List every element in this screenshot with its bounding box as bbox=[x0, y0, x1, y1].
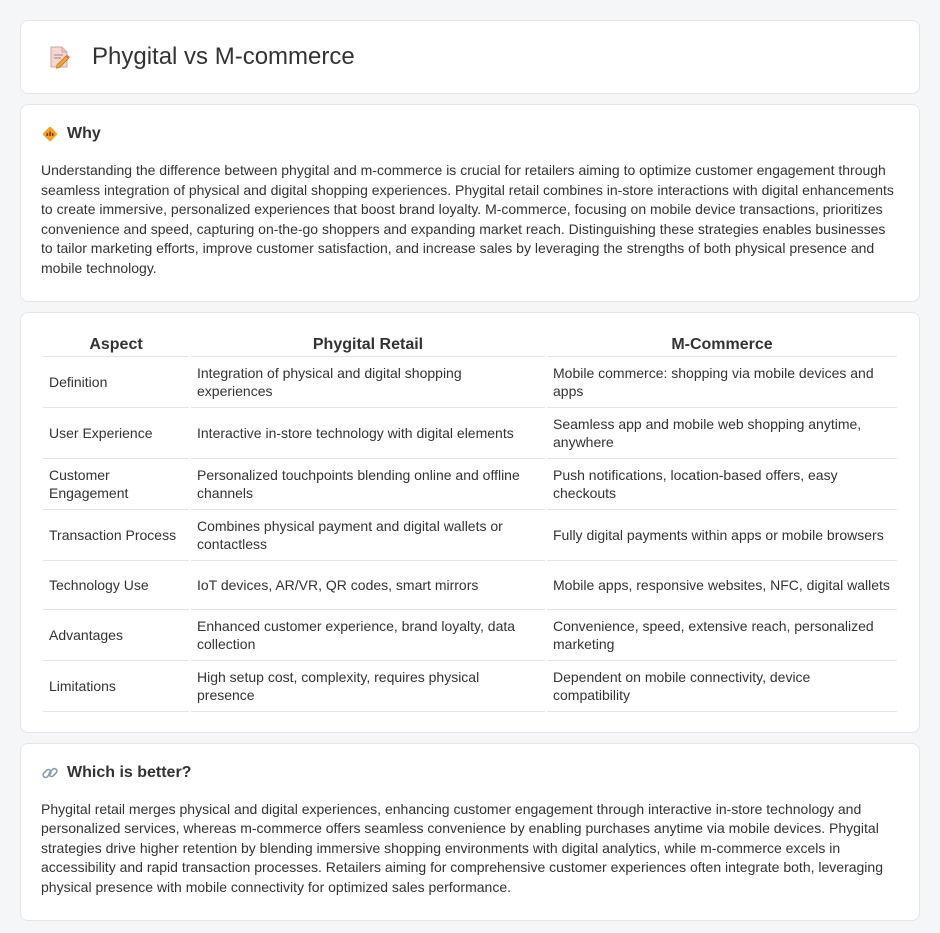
cell-phygital: Interactive in-store technology with digital elements bbox=[191, 408, 545, 459]
document-pencil-icon bbox=[46, 44, 72, 70]
table-row bbox=[43, 408, 897, 459]
cell-mcommerce: Fully digital payments within apps or mobile browsers bbox=[547, 510, 897, 561]
table-header-row bbox=[43, 333, 897, 357]
which-better-paragraph: Phygital retail merges physical and digital experiences, enhancing customer engagement through interactive in-store technology and personalized services, whereas m-commerce offers seamless convenience by enabling purchases anytime via mobile devices. Phygital strategies drive higher retention by blending immersive shopping environments with digital analytics, while m-commerce excels in accessibility and rapid transaction processes. Retailers aiming for comprehensive customer experiences often integrate both, leveraging physical presence with mobile connectivity for optimized sales performance. bbox=[41, 800, 883, 895]
why-section bbox=[20, 104, 920, 302]
which-better-heading-label: Which is better? bbox=[67, 763, 192, 781]
header-aspect: Aspect bbox=[43, 333, 189, 357]
cell-aspect: Definition bbox=[43, 357, 189, 408]
cell-phygital: IoT devices, AR/VR, QR codes, smart mirrors bbox=[191, 561, 545, 610]
cell-aspect: Advantages bbox=[43, 610, 189, 661]
cell-mcommerce: Push notifications, location-based offers, easy checkouts bbox=[547, 459, 897, 510]
cell-mcommerce: Mobile commerce: shopping via mobile devices and apps bbox=[547, 357, 897, 408]
cell-phygital: Enhanced customer experience, brand loyalty, data collection bbox=[191, 610, 545, 661]
header-phygital: Phygital Retail bbox=[191, 333, 545, 357]
cell-phygital: Integration of physical and digital shopping experiences bbox=[191, 357, 545, 408]
cell-mcommerce: Convenience, speed, extensive reach, personalized marketing bbox=[547, 610, 897, 661]
cell-mcommerce: Seamless app and mobile web shopping anytime, anywhere bbox=[547, 408, 897, 459]
cell-aspect: Transaction Process bbox=[43, 510, 189, 561]
table-row bbox=[43, 610, 897, 661]
why-paragraph: Understanding the difference between phygital and m-commerce is crucial for retailers aiming to optimize customer engagement through seamless integration of physical and digital shopping experiences. Phygital retail combines in-store interactions with digital enhancements to create immersive, personalized experiences that boost brand loyalty. M-commerce, focusing on mobile device transactions, prioritizes convenience and speed, capturing on-the-go shoppers and expanding market reach. Distinguishing these strategies enables businesses to tailor marketing efforts, improve customer satisfaction, and increase sales by leveraging the strengths of both physical presence and mobile technology. bbox=[41, 162, 894, 276]
table-row bbox=[43, 357, 897, 408]
table-row bbox=[43, 459, 897, 510]
which-better-heading bbox=[41, 764, 899, 782]
cell-mcommerce: Dependent on mobile connectivity, device compatibility bbox=[547, 661, 897, 712]
cell-phygital: Personalized touchpoints blending online and offline channels bbox=[191, 459, 545, 510]
cell-aspect: User Experience bbox=[43, 408, 189, 459]
comparison-table bbox=[41, 333, 899, 712]
cell-aspect: Technology Use bbox=[43, 561, 189, 610]
why-heading bbox=[41, 125, 899, 143]
why-heading-label: Why bbox=[67, 125, 101, 142]
table-row bbox=[43, 510, 897, 561]
link-icon bbox=[41, 764, 59, 782]
table-row bbox=[43, 661, 897, 712]
cell-aspect: Limitations bbox=[43, 661, 189, 712]
which-better-section bbox=[20, 743, 920, 921]
cell-phygital: High setup cost, complexity, requires physical presence bbox=[191, 661, 545, 712]
diamond-signal-icon bbox=[41, 125, 59, 143]
title-card bbox=[20, 20, 920, 94]
page-title: Phygital vs M-commerce bbox=[92, 43, 355, 70]
cell-aspect: Customer Engagement bbox=[43, 459, 189, 510]
cell-phygital: Combines physical payment and digital wallets or contactless bbox=[191, 510, 545, 561]
table-row bbox=[43, 561, 897, 610]
comparison-table-card bbox=[20, 312, 920, 733]
cell-mcommerce: Mobile apps, responsive websites, NFC, digital wallets bbox=[547, 561, 897, 610]
header-mcommerce: M-Commerce bbox=[547, 333, 897, 357]
